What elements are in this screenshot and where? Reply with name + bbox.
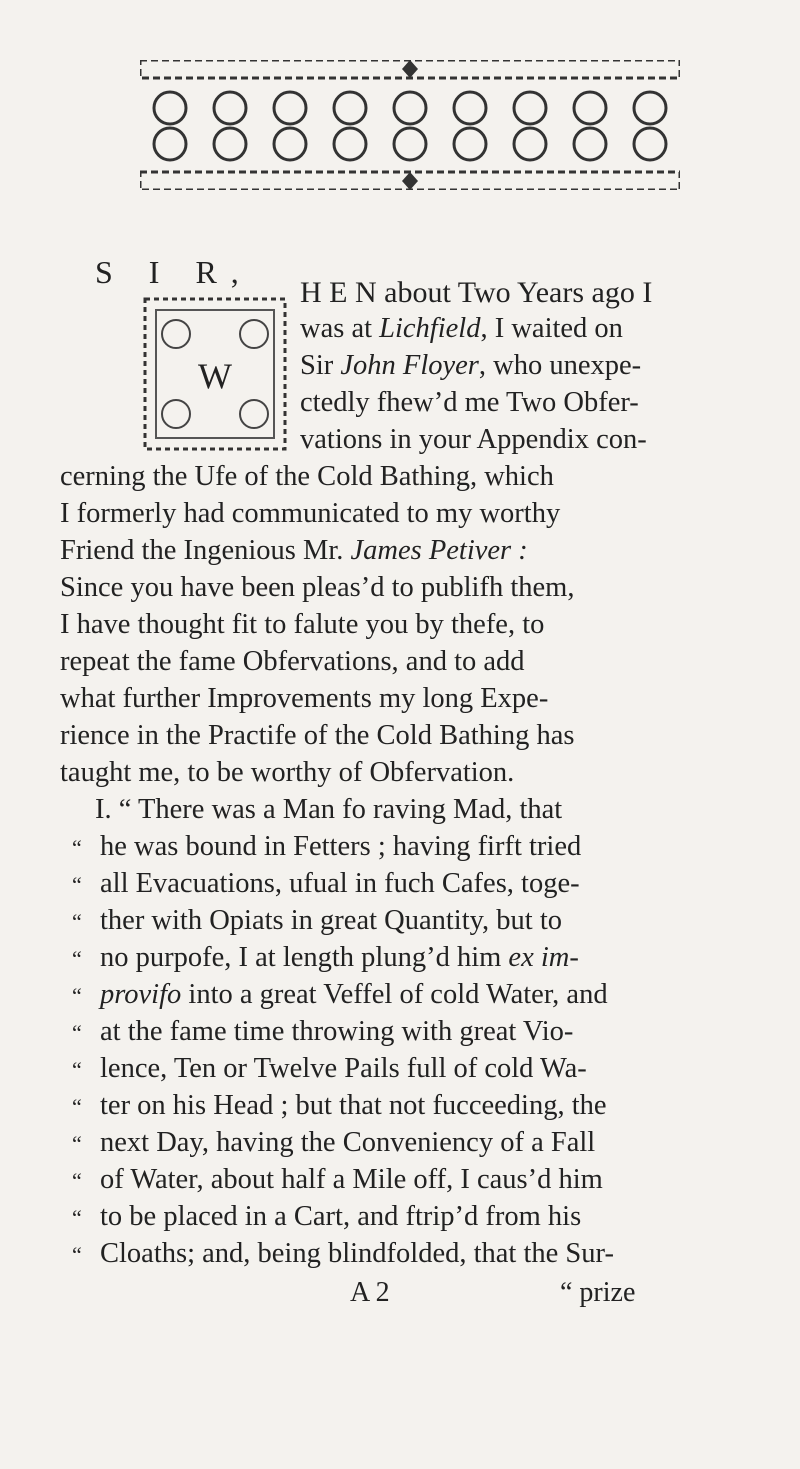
quote-line: “ all Evacuations, ufual in fuch Cafes, toge- — [72, 868, 580, 899]
opening-line: vations in your Appendix con- — [300, 424, 647, 455]
body-line: I have thought fit to falute you by thefe, to — [60, 609, 545, 640]
quote-line: “ ther with Opiats in great Quantity, but to — [72, 905, 562, 936]
body-line: rience in the Practife of the Cold Bathing has — [60, 720, 575, 751]
quote-line: “ next Day, having the Conveniency of a Fall — [72, 1127, 596, 1158]
quote-line: “ ter on his Head ; but that not fucceeding, the — [72, 1090, 607, 1121]
quote-line: “ lence, Ten or Twelve Pails full of cold Wa- — [72, 1053, 587, 1084]
body-line: repeat the fame Obfervations, and to add — [60, 646, 525, 677]
quote-line: “ at the fame time throwing with great Vio- — [72, 1016, 574, 1047]
quote-line: “ of Water, about half a Mile off, I caus’d him — [72, 1164, 603, 1195]
quote-line: “ he was bound in Fetters ; having firft tried — [72, 831, 582, 862]
body-line: cerning the Ufe of the Cold Bathing, which — [60, 461, 554, 492]
quote-line: “ to be placed in a Cart, and ftrip’d from his — [72, 1201, 582, 1232]
quote-line: “ provifo into a great Veffel of cold Water, and — [72, 979, 608, 1010]
opening-line: ctedly fhew’d me Two Obfer- — [300, 387, 639, 418]
body-line: what further Improvements my long Expe- — [60, 683, 549, 714]
ornamental-initial — [142, 296, 288, 452]
ornamental-headpiece — [140, 60, 680, 190]
opening-line: was at Lichfield, I waited on — [300, 313, 623, 344]
body-line: Friend the Ingenious Mr. James Petiver : — [60, 535, 528, 566]
drop-cap-letter: W — [198, 356, 232, 396]
salutation: S I R, — [95, 254, 253, 290]
quote-line: “ no purpofe, I at length plung’d him ex im- — [72, 942, 579, 973]
signature-mark: A 2 — [350, 1277, 390, 1308]
quote-opening-line: I. “ There was a Man fo raving Mad, that — [95, 794, 563, 825]
catchword: “ prize — [560, 1277, 636, 1308]
body-line: taught me, to be worthy of Obfervation. — [60, 757, 515, 788]
body-line: Since you have been pleas’d to publifh them, — [60, 572, 575, 603]
quote-line: “ Cloaths; and, being blindfolded, that the Sur- — [72, 1238, 614, 1269]
opening-line: H E N about Two Years ago I — [300, 276, 653, 309]
body-line: I formerly had communicated to my worthy — [60, 498, 561, 529]
opening-line: Sir John Floyer, who unexpe- — [300, 350, 642, 381]
